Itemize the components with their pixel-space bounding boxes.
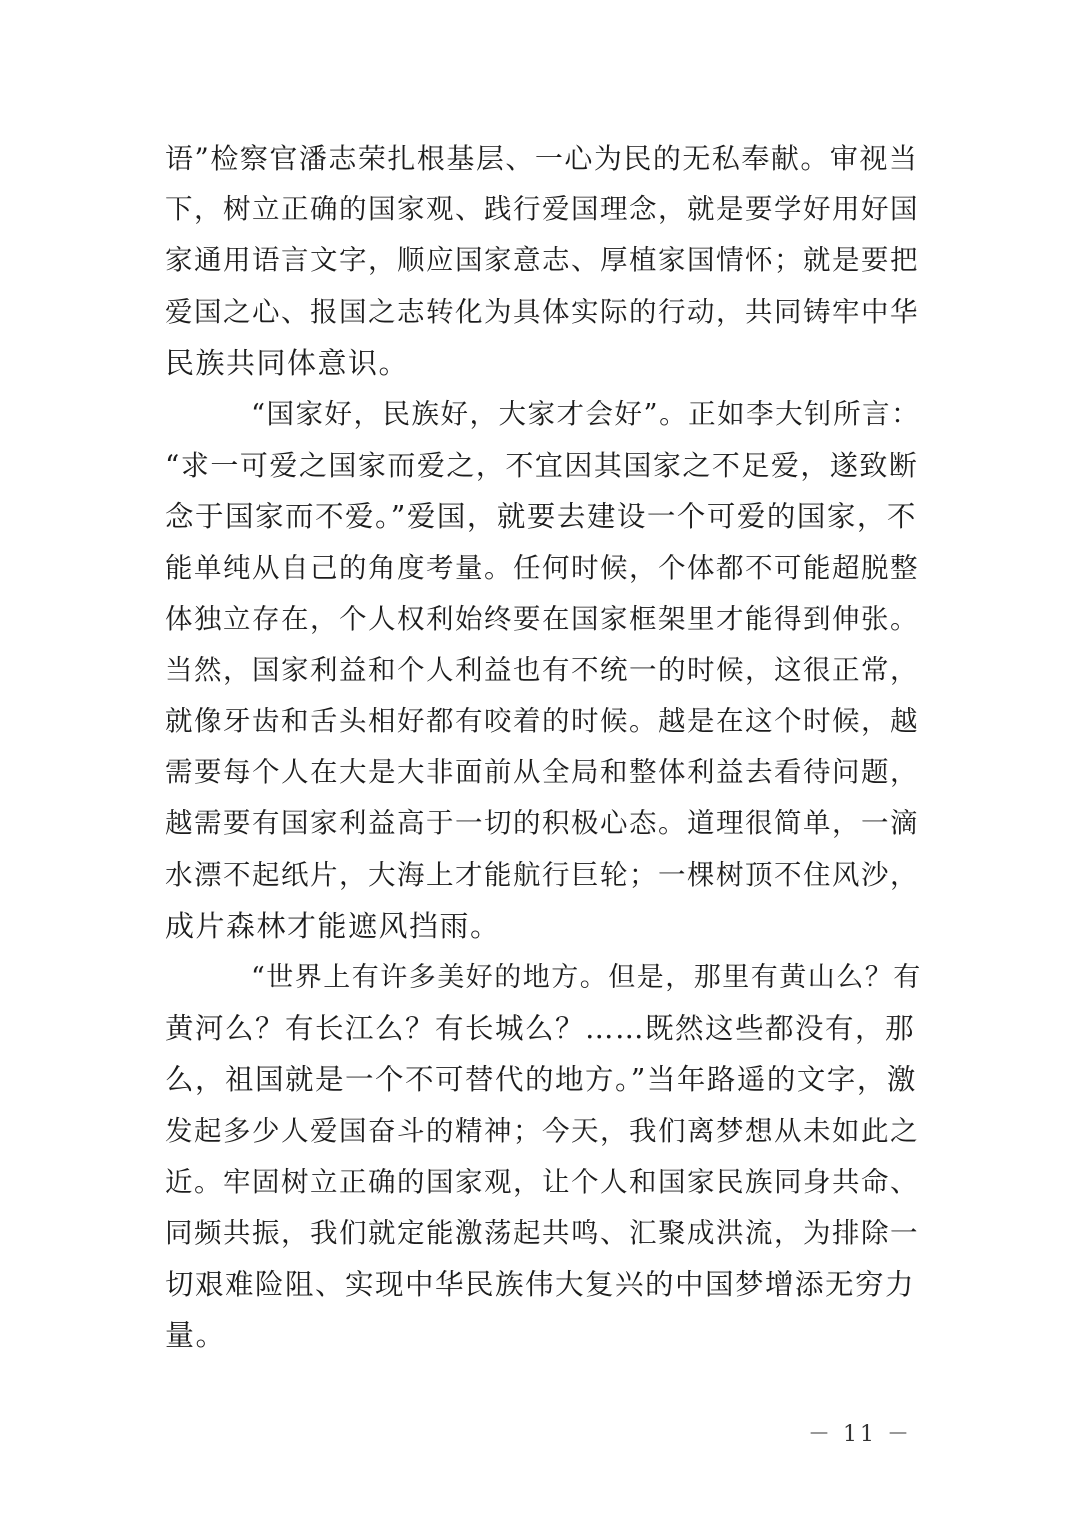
body-text bbox=[165, 133, 925, 1362]
text-line: 民族共同体意识。 bbox=[165, 345, 410, 380]
text-line: “求一可爱之国家而爱之，不宜因其国家之不足爱，遂致断 bbox=[165, 449, 919, 483]
text-line: 需要每个人在大是大非面前从全局和整体利益去看待问题， bbox=[165, 756, 919, 789]
text-line: 体独立存在，个人权利始终要在国家框架里才能得到伸张。 bbox=[165, 602, 919, 635]
text-line: 当然，国家利益和个人利益也有不统一的时候，这很正常， bbox=[165, 653, 919, 686]
text-line: 家通用语言文字，顺应国家意志、厚植家国情怀；就是要把 bbox=[165, 244, 919, 277]
text-line: 成片森林才能遮风挡雨。 bbox=[165, 908, 501, 943]
page-number: － 11 － bbox=[808, 1422, 912, 1447]
paragraph-start-line: “世界上有许多美好的地方。但是，那里有黄山么？有 bbox=[251, 962, 922, 993]
paragraph-start-line: “国家好，民族好，大家才会好”。正如李大钊所言： bbox=[251, 397, 921, 430]
text-line: 语”检察官潘志荣扎根基层、一心为民的无私奉献。审视当 bbox=[165, 142, 919, 175]
text-line: 就像牙齿和舌头相好都有咬着的时候。越是在这个时候，越 bbox=[165, 705, 919, 738]
text-line: 同频共振，我们就定能激荡起共鸣、汇聚成洪流，为排除一 bbox=[165, 1216, 919, 1249]
text-line: 能单纯从自己的角度考量。任何时候，个体都不可能超脱整 bbox=[165, 551, 919, 584]
text-line: 量。 bbox=[165, 1318, 227, 1353]
text-line: 念于国家而不爱。”爱国，就要去建设一个可爱的国家，不 bbox=[165, 500, 917, 534]
text-line: 近。牢固树立正确的国家观，让个人和国家民族同身共命、 bbox=[165, 1165, 919, 1198]
text-line: 发起多少人爱国奋斗的精神；今天，我们离梦想从未如此之 bbox=[165, 1114, 919, 1147]
text-line: 越需要有国家利益高于一切的积极心态。道理很简单，一滴 bbox=[165, 807, 919, 840]
text-line: 下，树立正确的国家观、践行爱国理念，就是要学好用好国 bbox=[165, 193, 919, 226]
text-line: 爱国之心、报国之志转化为具体实际的行动，共同铸牢中华 bbox=[165, 295, 919, 328]
text-line: 水漂不起纸片，大海上才能航行巨轮；一棵树顶不住风沙， bbox=[165, 858, 919, 891]
text-line: 切艰难险阻、实现中华民族伟大复兴的中国梦增添无穷力 bbox=[165, 1268, 916, 1302]
text-line: 么，祖国就是一个不可替代的地方。”当年路遥的文字，激 bbox=[165, 1063, 917, 1097]
text-line: 黄河么？有长江么？有长城么？……既然这些都没有，那 bbox=[165, 1012, 916, 1046]
